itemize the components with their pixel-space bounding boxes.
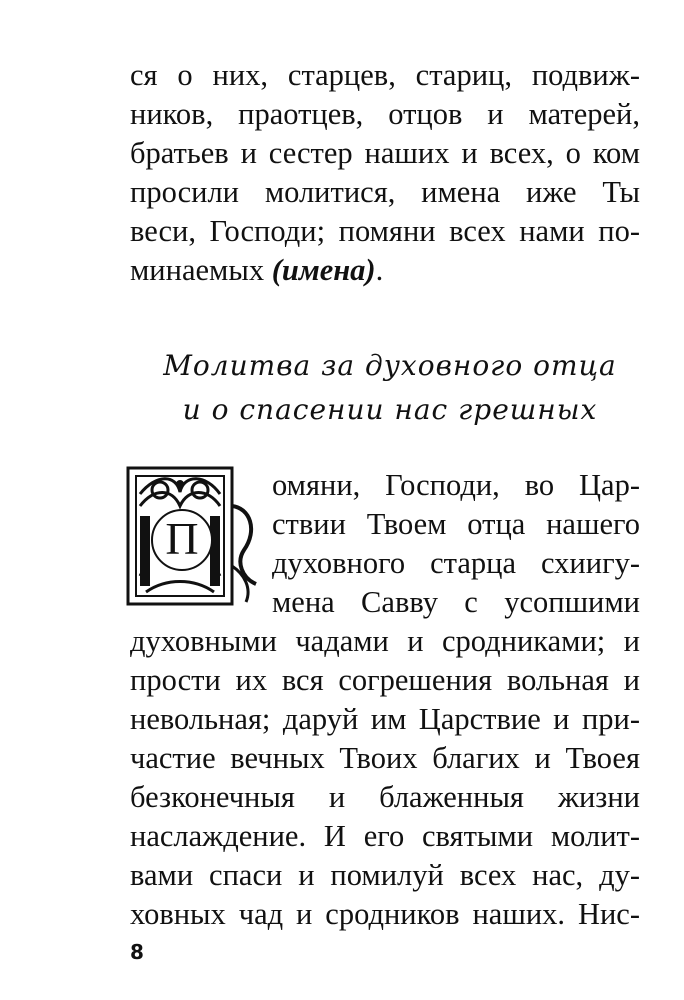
text-line: невольная; даруй им Царствие и при- bbox=[130, 702, 640, 736]
page-number: 8 bbox=[130, 940, 144, 964]
paragraph-commemoration bbox=[130, 56, 640, 290]
text-line bbox=[130, 251, 640, 290]
text-line: братьев и сестер наших и всех, о ком bbox=[130, 136, 640, 170]
text-line: ников, праотцев, отцов и матерей, bbox=[130, 97, 640, 131]
text-line: веси, Господи; помяни всех нами по- bbox=[130, 214, 640, 248]
prayer-text-indented bbox=[272, 466, 640, 622]
text-line: ствии Твоем отца нашего bbox=[272, 507, 640, 541]
prayer-title-line-1: Молитва за духовного отца bbox=[163, 349, 617, 382]
dropcap-letter: П bbox=[165, 513, 199, 564]
text-line: омяни, Господи, во Цар- bbox=[272, 468, 640, 502]
text-segment: минаемых bbox=[130, 253, 272, 287]
text-line: духовными чадами и сродниками; и bbox=[130, 624, 640, 658]
text-line: мена Савву с усопшими bbox=[272, 585, 640, 619]
text-line: частие вечных Твоих благих и Твоея bbox=[130, 741, 640, 775]
italic-names: (имена) bbox=[271, 253, 376, 287]
prayer-title-line-2: и о спасении нас грешных bbox=[182, 393, 598, 426]
text-line: ся о них, старцев, стариц, подвиж- bbox=[130, 58, 640, 92]
text-line: прости их вся согрешения вольная и bbox=[130, 663, 640, 697]
text-segment: . bbox=[375, 253, 384, 287]
text-line: духовного старца схиигу- bbox=[272, 546, 640, 580]
text-line: ховных чад и сродников наших. Нис- bbox=[130, 897, 640, 931]
prayer-text bbox=[130, 622, 640, 934]
celtic-knot-frame-icon bbox=[126, 466, 262, 606]
text-line: вами спаси и помилуй всех нас, ду- bbox=[130, 858, 640, 892]
text-line: просили молитися, имена иже Ты bbox=[130, 175, 640, 209]
text-line: безконечныя и блаженныя жизни bbox=[130, 780, 640, 814]
dropcap-ornament bbox=[126, 466, 262, 606]
text-line: наслаждение. И его святыми молит- bbox=[130, 819, 640, 853]
